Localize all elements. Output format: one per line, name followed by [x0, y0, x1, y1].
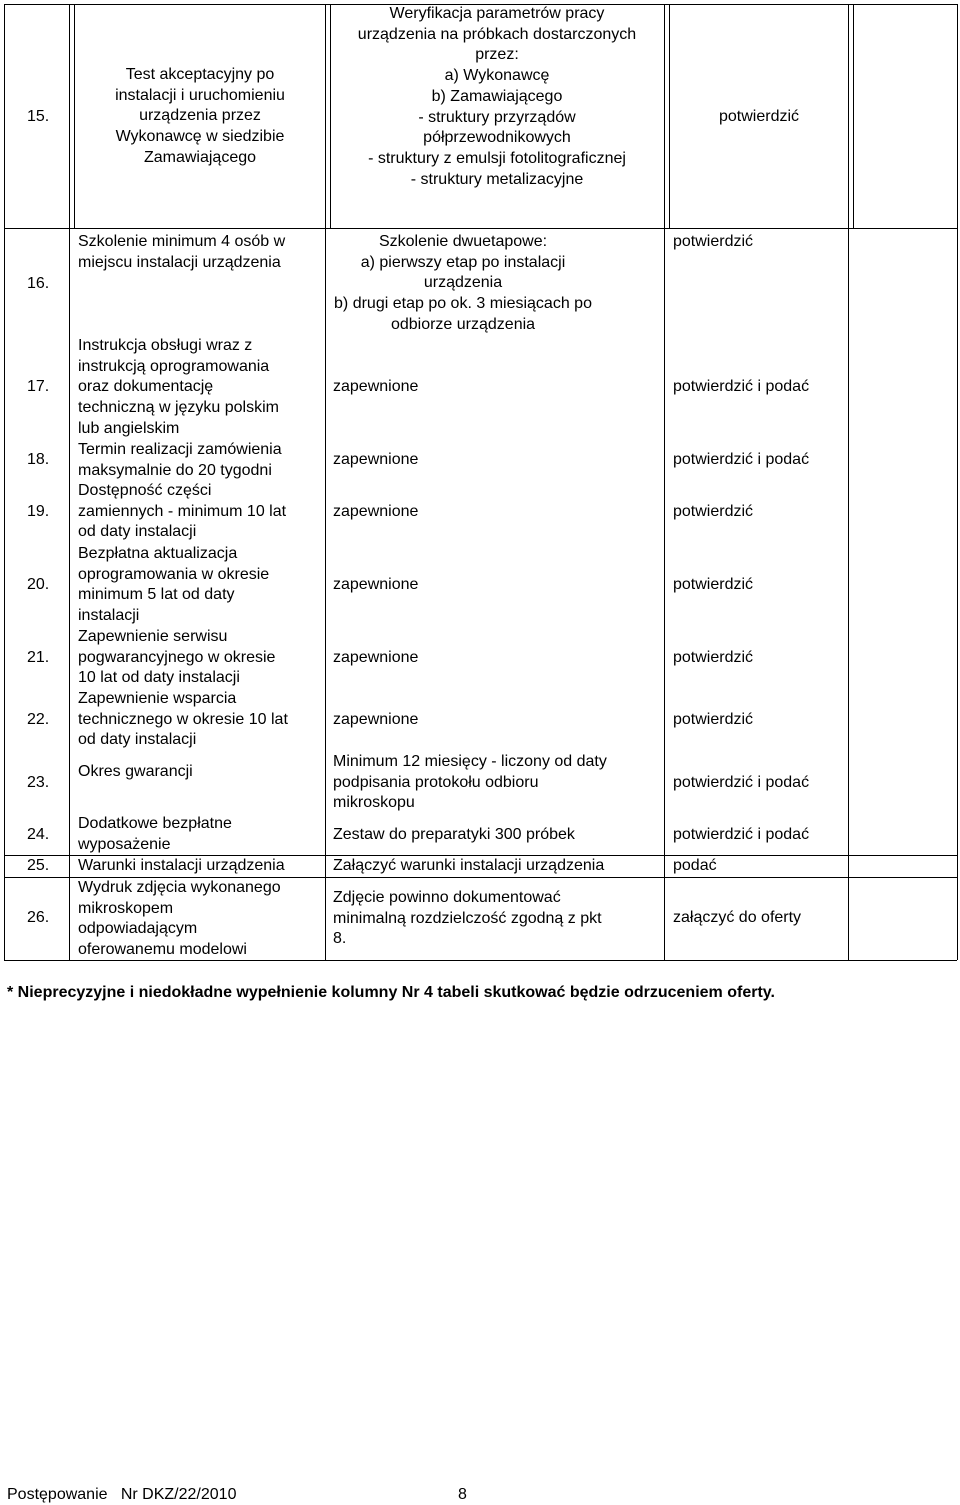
row-description: Termin realizacji zamówienia maksymalnie do 20 tygodni — [78, 441, 282, 479]
row-requirement: zapewnione — [333, 711, 419, 728]
row-description: Instrukcja obsługi wraz z instrukcją oprogramowania oraz dokumentację techniczną w języku polskim lub angielskim — [78, 337, 279, 437]
row-number: 22. — [27, 711, 50, 728]
row-answer: potwierdzić — [718, 108, 800, 125]
table-border — [4, 4, 5, 960]
row-description: Warunki instalacji urządzenia — [78, 857, 285, 874]
row-requirement: Weryfikacja parametrów pracy urządzenia na próbkach dostarczonych przez: a) Wykonawcę b) Zamawiającego - struktury przyrządów półprzewodnikowych - struktury z emulsji fotolitograficznej - struktury metalizacyjne — [357, 5, 637, 188]
row-answer: potwierdzić i podać — [673, 826, 810, 843]
row-answer: potwierdzić — [673, 233, 754, 250]
row-number: 21. — [27, 649, 50, 666]
row-requirement: Zdjęcie powinno dokumentować minimalną rozdzielczość zgodną z pkt 8. — [333, 889, 602, 948]
row-answer: potwierdzić i podać — [673, 378, 810, 395]
row-answer: podać — [673, 857, 717, 874]
column-divider — [853, 4, 854, 228]
page-footer — [7, 1485, 467, 1505]
column-divider — [664, 4, 665, 960]
row-number: 24. — [27, 826, 50, 843]
row-description: Okres gwarancji — [78, 763, 193, 780]
row-requirement: Załączyć warunki instalacji urządzenia — [333, 857, 605, 874]
row-description: Dostępność części zamiennych - minimum 10 lat od daty instalacji — [78, 482, 287, 541]
column-divider — [669, 4, 670, 228]
row-requirement: zapewnione — [333, 503, 419, 520]
row-description: Bezpłatna aktualizacja oprogramowania w okresie minimum 5 lat od daty instalacji — [78, 545, 270, 625]
row-description: Test akceptacyjny po instalacji i uruchomieniu urządzenia przez Wykonawcę w siedzibie Zamawiającego — [115, 66, 285, 166]
row-number: 17. — [27, 378, 50, 395]
column-divider — [74, 4, 75, 228]
row-number: 23. — [27, 774, 50, 791]
table-border — [957, 4, 958, 960]
row-answer: potwierdzić — [673, 649, 754, 666]
row-answer: potwierdzić i podać — [673, 774, 810, 791]
column-divider — [325, 4, 326, 960]
row-number: 15. — [27, 108, 50, 125]
row-answer: załączyć do oferty — [673, 909, 802, 926]
row-description: Szkolenie minimum 4 osób w miejscu instalacji urządzenia — [78, 233, 286, 271]
warning-note: * Nieprecyzyjne i niedokładne wypełnienie kolumny Nr 4 tabeli skutkować będzie odrzuceniem oferty. — [7, 984, 775, 1001]
page-number: 8 — [458, 1486, 467, 1503]
row-requirement: zapewnione — [333, 451, 419, 468]
row-requirement: Szkolenie dwuetapowe: a) pierwszy etap po instalacji urządzenia b) drugi etap po ok. 3 miesiącach po odbiorze urządzenia — [334, 233, 592, 333]
column-divider — [330, 4, 331, 228]
row-description: Wydruk zdjęcia wykonanego mikroskopem odpowiadającym oferowanemu modelowi — [78, 879, 281, 959]
row-number: 25. — [27, 857, 50, 874]
row-requirement: Zestaw do preparatyki 300 próbek — [333, 826, 575, 843]
row-number: 26. — [27, 909, 50, 926]
column-divider — [848, 4, 849, 960]
row-number: 18. — [27, 451, 50, 468]
row-number: 16. — [27, 275, 50, 292]
row-requirement: zapewnione — [333, 576, 419, 593]
row-answer: potwierdzić — [673, 576, 754, 593]
row-divider — [4, 228, 957, 229]
row-number: 19. — [27, 503, 50, 520]
row-description: Zapewnienie serwisu pogwarancyjnego w okresie 10 lat od daty instalacji — [78, 628, 276, 687]
procedure-number: Postępowanie Nr DKZ/22/2010 — [7, 1486, 237, 1503]
row-description: Dodatkowe bezpłatne wyposażenie — [78, 815, 232, 853]
row-answer: potwierdzić i podać — [673, 451, 810, 468]
row-answer: potwierdzić — [673, 711, 754, 728]
row-answer: potwierdzić — [673, 503, 754, 520]
row-requirement: zapewnione — [333, 649, 419, 666]
row-number: 20. — [27, 576, 50, 593]
row-requirement: Minimum 12 miesięcy - liczony od daty podpisania protokołu odbioru mikroskopu — [333, 753, 607, 812]
row-requirement: zapewnione — [333, 378, 419, 395]
row-description: Zapewnienie wsparcia technicznego w okresie 10 lat od daty instalacji — [78, 690, 288, 749]
column-divider — [69, 4, 70, 960]
